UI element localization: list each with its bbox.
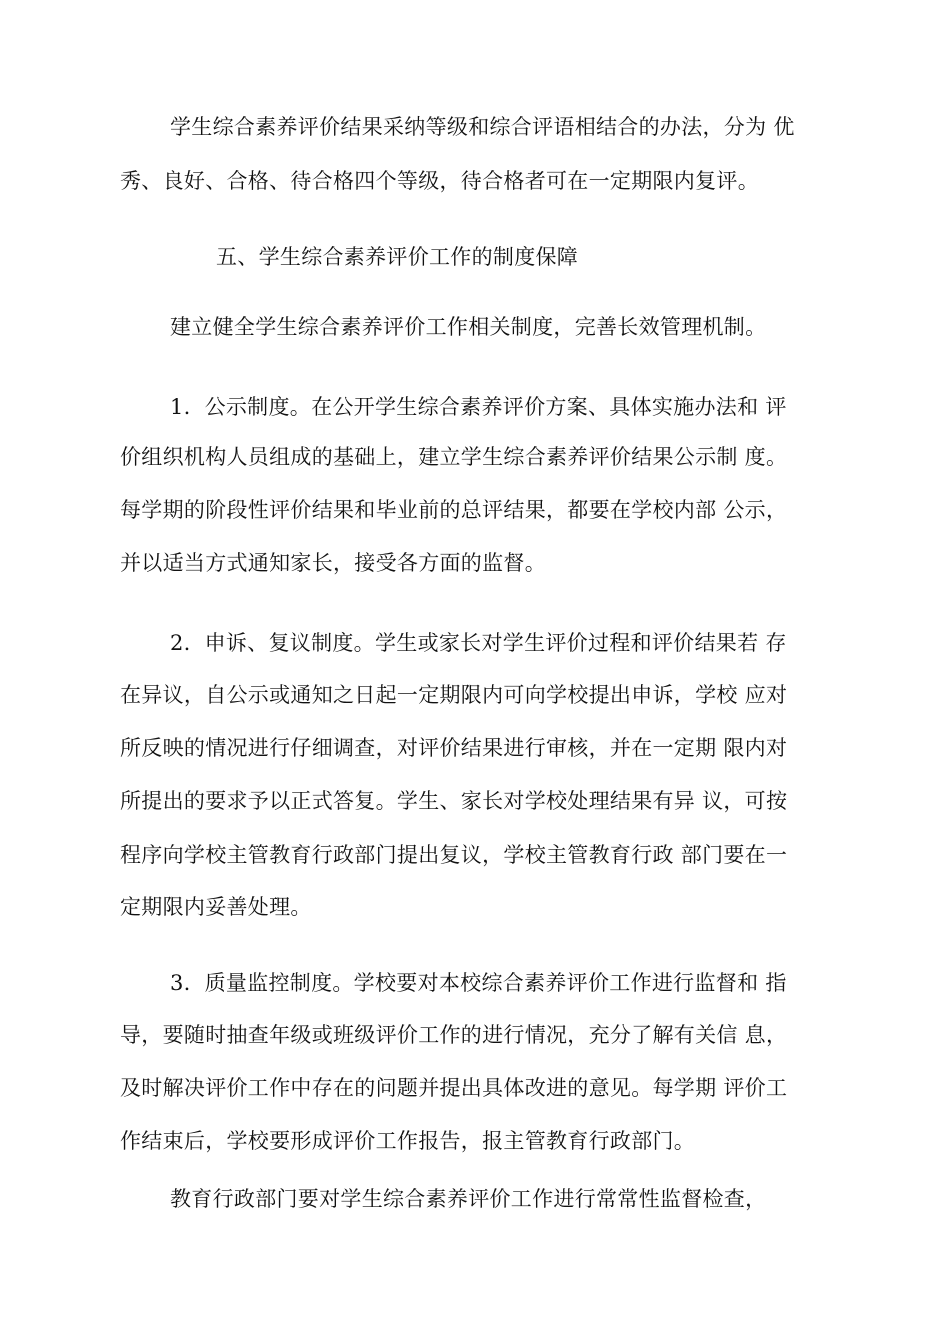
paragraph-line: 秀、良好、合格、待合格四个等级，待合格者可在一定期限内复评。	[120, 169, 759, 193]
list-item-line: 定期限内妥善处理。	[120, 895, 312, 919]
paragraph-line: 教育行政部门要对学生综合素养评价工作进行常常性监督检查，	[170, 1187, 767, 1211]
list-item-line: 所反映的情况进行仔细调查，对评价结果进行审核，并在一定期 限内对	[120, 736, 788, 760]
list-item-line: 并以适当方式通知家长，接受各方面的监督。	[120, 551, 546, 575]
paragraph-line: 建立健全学生综合素养评价工作相关制度，完善长效管理机制。	[170, 315, 767, 339]
list-item-line: 程序向学校主管教育行政部门提出复议，学校主管教育行政 部门要在一	[120, 843, 788, 867]
list-item-line: 2. 申诉、复议制度。学生或家长对学生评价过程和评价结果若 存	[170, 631, 787, 655]
list-item-line: 3. 质量监控制度。学校要对本校综合素养评价工作进行监督和 指	[170, 971, 787, 995]
list-item-line: 导，要随时抽查年级或班级评价工作的进行情况，充分了解有关信 息，	[120, 1023, 788, 1047]
list-item-line: 作结束后，学校要形成评价工作报告，报主管教育行政部门。	[120, 1129, 696, 1153]
list-item-line: 及时解决评价工作中存在的问题并提出具体改进的意见。每学期 评价工	[120, 1076, 788, 1100]
list-item-line: 1. 公示制度。在公开学生综合素养评价方案、具体实施办法和 评	[170, 395, 787, 419]
list-item-line: 每学期的阶段性评价结果和毕业前的总评结果，都要在学校内部 公示，	[120, 498, 788, 522]
list-item-line: 所提出的要求予以正式答复。学生、家长对学校处理结果有异 议，可按	[120, 789, 788, 813]
list-item-line: 在异议，自公示或通知之日起一定期限内可向学校提出申诉，学校 应对	[120, 683, 788, 707]
list-item-line: 价组织机构人员组成的基础上，建立学生综合素养评价结果公示制 度。	[120, 445, 788, 469]
paragraph-line: 学生综合素养评价结果采纳等级和综合评语相结合的办法，分为 优	[170, 115, 795, 139]
section-heading: 五、学生综合素养评价工作的制度保障	[216, 245, 579, 269]
